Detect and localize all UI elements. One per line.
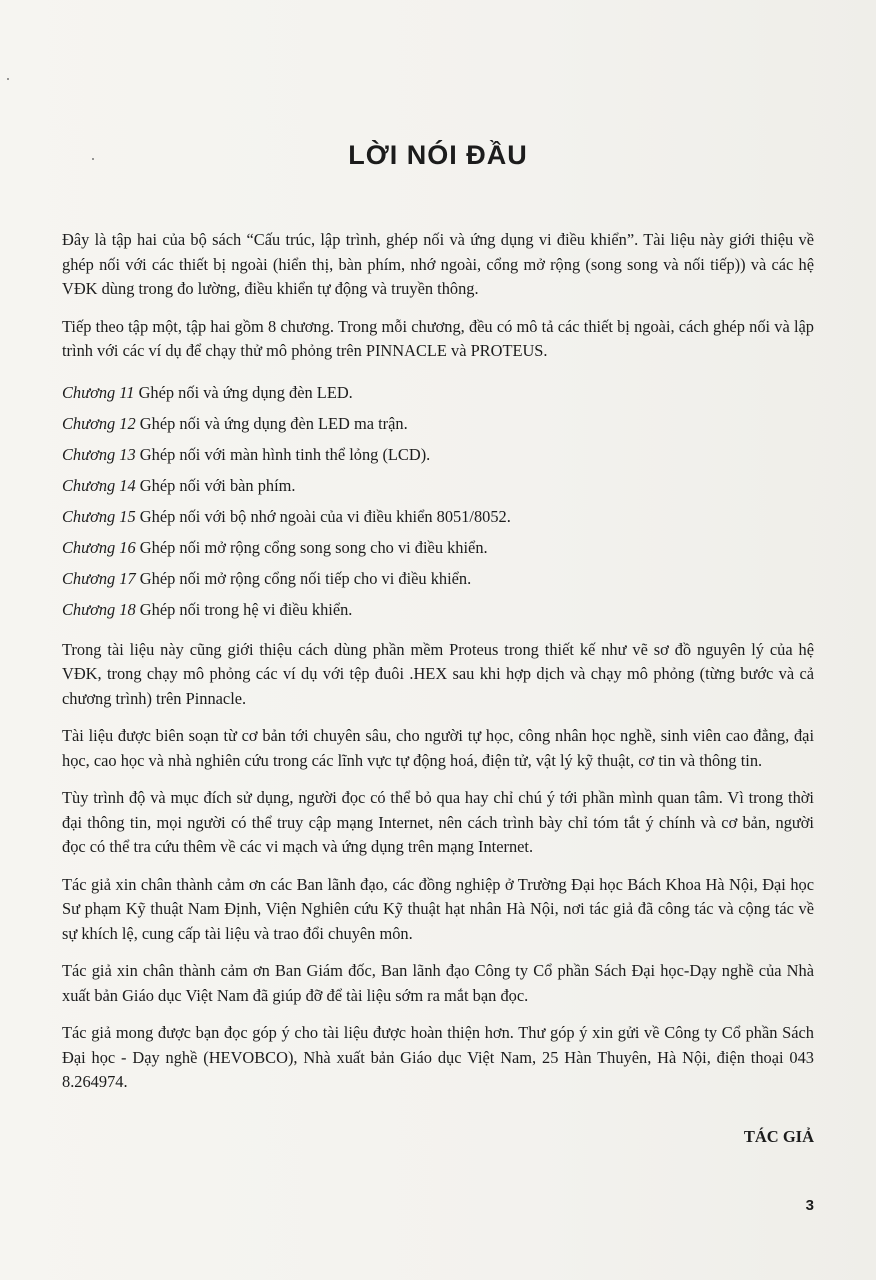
chapter-label: Chương 12 (62, 413, 136, 433)
chapter-label: Chương 15 (62, 506, 136, 526)
chapter-label: Chương 16 (62, 537, 136, 557)
chapter-title: Ghép nối và ứng dụng đèn LED. (134, 382, 353, 402)
chapter-label: Chương 14 (62, 475, 136, 495)
chapter-title: Ghép nối mở rộng cổng nối tiếp cho vi điều khiển. (135, 568, 472, 588)
page-number: 3 (805, 1197, 814, 1214)
chapter-label: Chương 11 (62, 382, 135, 402)
paragraph-usage: Tùy trình độ và mục đích sử dụng, người đọc có thể bỏ qua hay chỉ chú ý tới phần mình quan tâm. Vì trong thời đại thông tin, mọi người có thể truy cập mạng Internet, nên cách trình bày chỉ tóm tắt ý chính và cơ bản, người đọc có thể tra cứu thêm về các vi mạch và ứng dụng trên mạng Internet. (62, 788, 814, 856)
list-item (62, 439, 814, 470)
chapter-list (62, 377, 814, 625)
list-item (62, 563, 814, 594)
chapter-title: Ghép nối với bộ nhớ ngoài của vi điều khiển 8051/8052. (135, 506, 511, 526)
list-item (62, 377, 814, 408)
chapter-label: Chương 13 (62, 444, 136, 464)
chapter-title: Ghép nối và ứng dụng đèn LED ma trận. (135, 413, 408, 433)
paragraph-proteus: Trong tài liệu này cũng giới thiệu cách dùng phần mềm Proteus trong thiết kế như vẽ sơ đồ nguyên lý của hệ VĐK, trong chạy mô phỏng các ví dụ với tệp đuôi .HEX sau khi hợp dịch và chạy mô phỏng (từng bước và cả chương trình) trên Pinnacle. (62, 639, 814, 708)
chapter-title: Ghép nối với bàn phím. (135, 475, 296, 495)
list-item (62, 594, 814, 625)
paragraph-chapters-intro: Tiếp theo tập một, tập hai gồm 8 chương. Trong mỗi chương, đều có mô tả các thiết bị ngoài, cách ghép nối và lập trình với các ví dụ để chạy thử mô phỏng trên PINNACLE và PROTEUS. (62, 316, 814, 360)
chapter-label: Chương 17 (62, 568, 136, 588)
scan-speck (7, 78, 9, 80)
paragraph-feedback: Tác giả mong được bạn đọc góp ý cho tài liệu được hoàn thiện hơn. Thư góp ý xin gửi về Công ty Cổ phần Sách Đại học - Dạy nghề (HEVOBCO), Nhà xuất bản Giáo dục Việt Nam, 25 Hàn Thuyên, Hà Nội, điện thoại 043 8.264974. (62, 1023, 814, 1091)
chapter-title: Ghép nối trong hệ vi điều khiển. (135, 599, 353, 619)
list-item (62, 408, 814, 439)
chapter-label: Chương 18 (62, 599, 136, 619)
paragraph-thanks-colleagues: Tác giả xin chân thành cảm ơn các Ban lãnh đạo, các đồng nghiệp ở Trường Đại học Bách Khoa Hà Nội, Đại học Sư phạm Kỹ thuật Nam Định, Viện Nghiên cứu Kỹ thuật hạt nhân Hà Nội, nơi tác giả đã công tác và cộng tác về sự khích lệ, cung cấp tài liệu và trao đổi chuyên môn. (62, 874, 814, 943)
chapter-title: Ghép nối mở rộng cổng song song cho vi điều khiển. (135, 537, 488, 557)
chapter-title: Ghép nối với màn hình tinh thể lỏng (LCD). (135, 444, 431, 464)
preface-body (62, 228, 814, 1108)
paragraph-intro: Đây là tập hai của bộ sách “Cấu trúc, lập trình, ghép nối và ứng dụng vi điều khiển”. Tài liệu này giới thiệu về ghép nối với các thiết bị ngoài (hiển thị, bàn phím, nhớ ngoài, cổng mở rộng (song song và nối tiếp)) và các hệ VĐK dùng trong đo lường, điều khiển tự động và truyền thông. (62, 230, 814, 298)
list-item (62, 470, 814, 501)
list-item (62, 501, 814, 532)
paragraph-audience: Tài liệu được biên soạn từ cơ bản tới chuyên sâu, cho người tự học, công nhân học nghề, sinh viên cao đẳng, đại học, cao học và nhà nghiên cứu trong các lĩnh vực tự động hoá, điện tử, vật lý kỹ thuật, cơ tin và thông tin. (62, 726, 814, 770)
author-signature: TÁC GIẢ (743, 1127, 814, 1146)
page-title: LỜI NÓI ĐẦU (348, 140, 528, 170)
paragraph-thanks-publisher: Tác giả xin chân thành cảm ơn Ban Giám đốc, Ban lãnh đạo Công ty Cổ phần Sách Đại học-Dạy nghề của Nhà xuất bản Giáo dục Việt Nam đã giúp đỡ để tài liệu sớm ra mắt bạn đọc. (62, 961, 814, 1005)
list-item (62, 532, 814, 563)
